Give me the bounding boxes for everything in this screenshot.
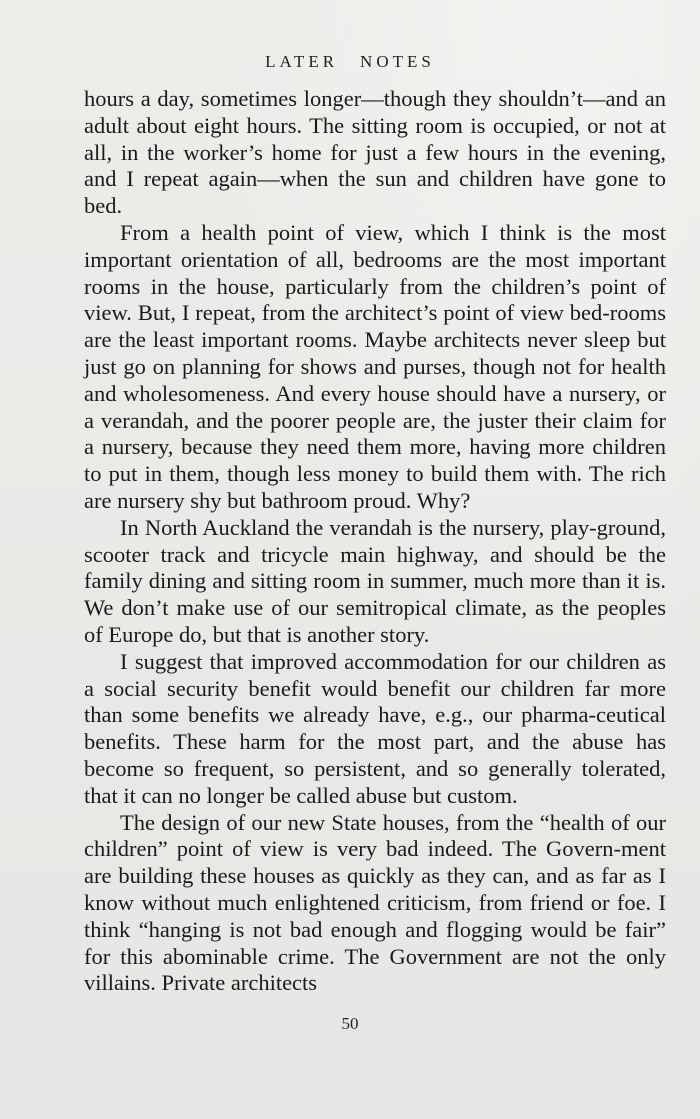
running-head-word: NOTES: [360, 52, 435, 71]
paragraph: The design of our new State houses, from the “health of our children” point of view is very bad indeed. The Govern-ment are building these houses as quickly as they can, and as far as I know without much enlightened criticism, from friend or foe. I think “hanging is not bad enough and flogging would be fair” for this abominable crime. The Government are not the only villains. Private architects: [84, 809, 666, 996]
paragraph: In North Auckland the verandah is the nursery, play-ground, scooter track and tricycle main highway, and should be the family dining and sitting room in summer, much more than it is. We don’t make use of our semitropical climate, as the peoples of Europe do, but that is another story.: [84, 514, 666, 647]
running-head: [0, 52, 700, 72]
page-number: 50: [341, 1014, 359, 1033]
paragraph: I suggest that improved accommodation for our children as a social security benefit would benefit our children far more than some benefits we already have, e.g., our pharma-ceutical benefits. These harm for the most part, and the abuse has become so frequent, so persistent, and so generally tolerated, that it can no longer be called abuse but custom.: [84, 648, 666, 808]
paragraph: hours a day, sometimes longer—though they shouldn’t—and an adult about eight hours. The sitting room is occupied, or not at all, in the worker’s home for just a few hours in the evening, and I repeat again—when the sun and children have gone to bed.: [84, 86, 666, 219]
running-head-word: LATER: [265, 52, 339, 71]
body-text: [84, 86, 666, 997]
paragraph: From a health point of view, which I think is the most important orientation of all, bedrooms are the most important rooms in the house, particularly from the children’s point of view. But, I repeat, from the architect’s point of view bed-rooms are the least important rooms. Maybe architects never sleep but just go on planning for shows and purses, though not for health and wholesomeness. And every house should have a nursery, or a verandah, and the poorer people are, the juster their claim for a nursery, because they need them more, having more children to put in them, though less money to build them with. The rich are nursery shy but bathroom proud. Why?: [84, 219, 666, 513]
